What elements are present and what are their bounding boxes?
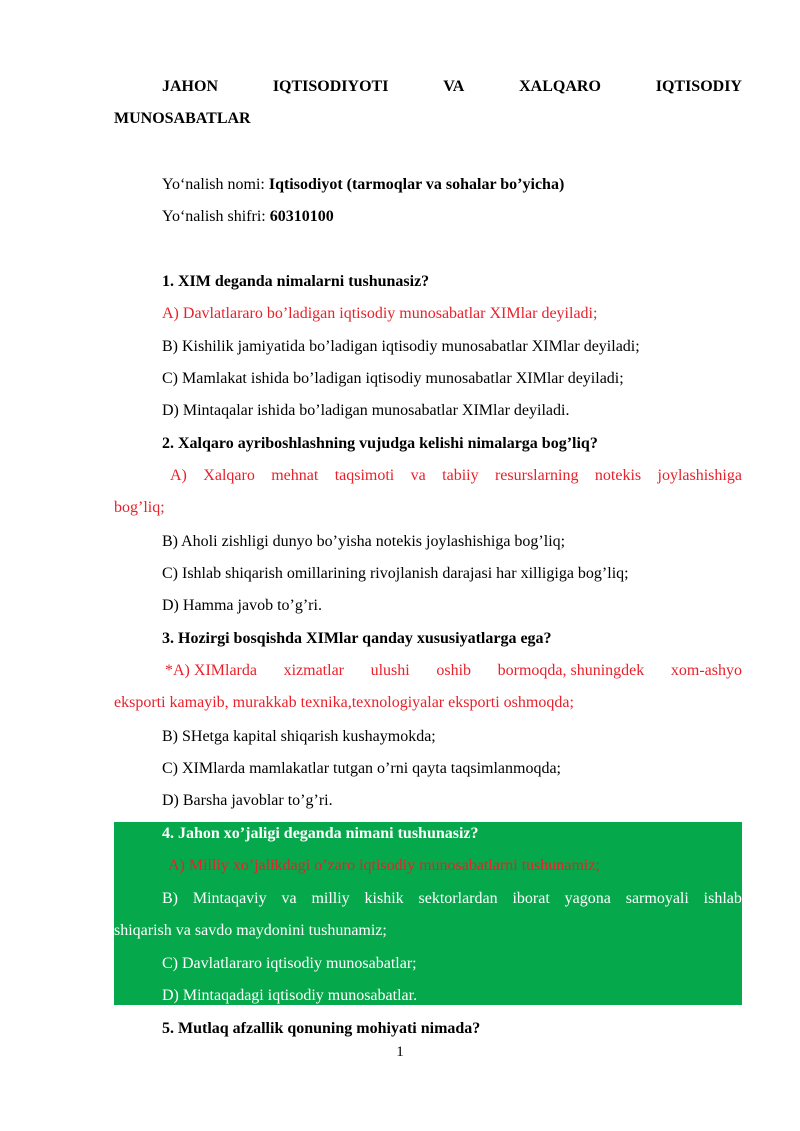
word: taqsimoti: [334, 467, 395, 484]
word: xom-ashyo: [670, 662, 742, 679]
word: bormoqda, shuningdek: [497, 662, 645, 679]
q3-answer-b: B) SHetga kapital shiqarish kushaymokda;: [162, 728, 436, 745]
highlight-block: [114, 822, 742, 1005]
direction-name-value: Iqtisodiyot (tarmoqlar va sohalar bo’yicha): [268, 176, 565, 193]
direction-code-value: 60310100: [269, 208, 334, 225]
title-line-1: [162, 74, 742, 100]
word: sektorlardan: [418, 890, 498, 907]
title-word: JAHON: [162, 78, 218, 95]
word: iborat: [512, 890, 550, 907]
q3-answer-a: [165, 658, 742, 684]
q1-answer-a: A) Davlatlararo bo’ladigan iqtisodiy munosabatlar XIMlar deyiladi;: [162, 305, 598, 322]
word: yagona: [564, 890, 611, 907]
q4-answer-b: [162, 886, 742, 912]
word: va: [410, 467, 426, 484]
q1-answer-c: C) Mamlakat ishida bo’ladigan iqtisodiy munosabatlar XIMlar deyiladi;: [162, 370, 624, 387]
q1-answer-b: B) Kishilik jamiyatida bo’ladigan iqtisodiy munosabatlar XIMlar deyiladi;: [162, 338, 640, 355]
word: A): [170, 467, 187, 484]
q3-answer-a-cont: eksporti kamayib, murakkab texnika,texnologiyalar eksporti oshmoqda;: [114, 694, 574, 711]
word: kishik: [364, 890, 404, 907]
q4-answer-c: C) Davlatlararo iqtisodiy munosabatlar;: [162, 955, 417, 972]
word: Xalqaro: [203, 467, 255, 484]
q1-answer-d: D) Mintaqalar ishida bo’ladigan munosabatlar XIMlar deyiladi.: [162, 402, 570, 419]
word: ishlab: [703, 890, 742, 907]
question-2: 2. Xalqaro ayriboshlashning vujudga kelishi nimalarga bog’liq?: [162, 435, 598, 452]
title-word: VA: [443, 78, 465, 95]
question-3: 3. Hozirgi bosqishda XIMlar qanday xususiyatlarga ega?: [162, 630, 552, 647]
word: resurslarning: [494, 467, 579, 484]
question-4: 4. Jahon xo’jaligi deganda nimani tushunasiz?: [162, 825, 479, 842]
title-word: XALQARO: [519, 78, 601, 95]
direction-code-label: Yo‘nalish shifri:: [162, 208, 270, 225]
q3-answer-c: C) XIMlarda mamlakatlar tutgan o’rni qayta taqsimlanmoqda;: [162, 760, 561, 777]
q4-answer-d: D) Mintaqadagi iqtisodiy munosabatlar.: [162, 987, 418, 1004]
word: sarmoyali: [625, 890, 689, 907]
q3-answer-d: D) Barsha javoblar to’g’ri.: [162, 792, 333, 809]
q4-answer-a: A) Milliy xo’jalikdagi o’zaro iqtisodiy munosabatlarni tushunamiz;: [168, 857, 600, 874]
word: milliy: [311, 890, 350, 907]
q2-answer-d: D) Hamma javob to’g’ri.: [162, 597, 322, 614]
word: notekis: [594, 467, 642, 484]
word: oshib: [436, 662, 472, 679]
question-1: 1. XIM deganda nimalarni tushunasiz?: [162, 273, 430, 290]
direction-name: [162, 172, 800, 198]
word: mehnat: [271, 467, 319, 484]
word: Mintaqaviy: [192, 890, 267, 907]
word: tabiiy: [442, 467, 479, 484]
word: va: [281, 890, 297, 907]
title-word: IQTISODIYOTI: [272, 78, 389, 95]
word: *A) XIMlarda: [165, 662, 257, 679]
page-number: 1: [396, 1044, 404, 1060]
direction-name-label: Yo‘nalish nomi:: [162, 176, 269, 193]
q2-answer-a-cont: bog’liq;: [114, 499, 165, 516]
title-word: IQTISODIY: [655, 78, 742, 95]
title-line-2: MUNOSABATLAR: [114, 110, 251, 127]
q4-answer-b-cont: shiqarish va savdo maydonini tushunamiz;: [114, 922, 387, 939]
direction-code: [162, 204, 800, 230]
question-5: 5. Mutlaq afzallik qonuning mohiyati nimada?: [162, 1020, 481, 1037]
word: ulushi: [370, 662, 410, 679]
word: joylashishiga: [657, 467, 742, 484]
word: xizmatlar: [283, 662, 344, 679]
word: B): [162, 890, 178, 907]
q2-answer-c: C) Ishlab shiqarish omillarining rivojlanish darajasi har xilligiga bog’liq;: [162, 565, 629, 582]
q2-answer-a: [170, 463, 742, 489]
q2-answer-b: B) Aholi zishligi dunyo bo’yisha notekis joylashishiga bog’liq;: [162, 533, 566, 550]
